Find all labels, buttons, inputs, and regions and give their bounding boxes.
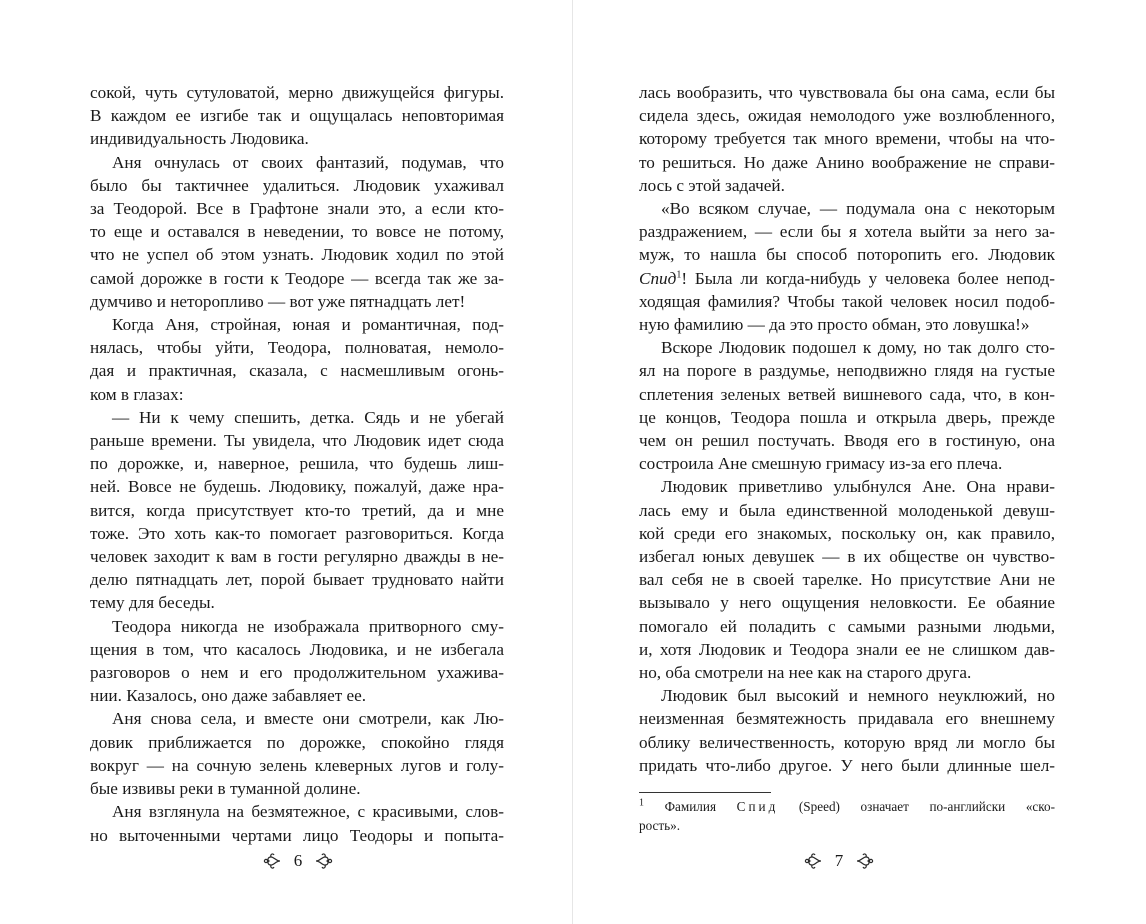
footnote-spaced-word: Спид [736,799,779,814]
text-line: Вскоре Людовик подошел к дому, но так долго сто- [661,338,1055,358]
text-line: дая и практичная, сказала, с насмешливым огонь- [90,361,504,381]
fleuron-right-icon [314,851,334,871]
text-line: нялась, чтобы уйти, Теодора, полноватая, немоло- [90,338,504,358]
text-line: сидела здесь, ожидая немолодого уже возлюбленного, [639,106,1055,126]
text-line: раздражением, — если бы я хотела выйти за него за- [639,222,1055,242]
text-line: В каждом ее изгибе так и ощущалась неповторимая [90,106,504,126]
text-line: чем он решил постучать. Вводя его в гостиную, она [639,431,1055,451]
text-line: вызывало у него ощущения неловкости. Ее обаяние [639,593,1055,613]
text-line: нии. Казалось, оно даже забавляет ее. [90,686,367,706]
right-page [573,0,1145,924]
text-line: разговоров о нем и его продолжительном ухажива- [90,663,504,683]
text-line: Аня взглянула на безмятежное, с красивыми, слов- [112,802,504,822]
text-line: было бы тактичнее удалиться. Людовик ухаживал [90,175,504,195]
page-number: 7 [834,851,844,870]
footnote-rule [639,792,771,793]
fleuron-left-icon [803,851,823,871]
footnote-line2: рость». [639,818,681,833]
text-line: и, хотя Людовик и Теодора знали ее не слишком дав- [639,639,1055,659]
text-line: облику величественность, которую вряд ли могло бы [639,732,1055,752]
footnote-reference[interactable]: 1 [676,268,682,280]
text-line: щения в том, что касалось Людовика, и не избегала [90,639,504,659]
text-line: за Теодорой. Все в Графтоне знали это, а если кто- [90,199,504,219]
text-line: Когда Аня, стройная, юная и романтичная, под- [112,315,504,335]
text-line: муж, то нашла бы способ поторопить его. Людовик [639,245,1055,265]
text-line: но, оба смотрели на нее как на старого друга. [639,663,972,683]
text-line: но выточенными чертами лицо Теодоры и попыта- [90,825,504,845]
text-line: Теодора никогда не изображала притворного сму- [112,616,504,636]
text-line: самой дорожке в гости к Теодоре — всегда так же за- [90,268,504,288]
text-line: лась вообразить, что чувствовала бы она сама, если бы [639,83,1055,102]
text-line: вокруг — на сочную зелень клеверных лугов и голу- [90,755,504,775]
footnote-mark: 1 [639,797,644,809]
text-line: состроила Ане смешную гримасу из-за его плеча. [639,454,1003,474]
line-rest: ! Была ли когда-нибудь у человека более непод- [681,268,1055,288]
text-line: вится, когда присутствует кто-то третий, да и мне [90,500,504,520]
text-line [639,267,1055,290]
right-text-block [639,81,1055,777]
italic-name: Спид [639,268,677,288]
text-line: человек заходит к вам в гости регулярно дважды в не- [90,547,504,567]
text-line: вал себя не в своей тарелке. Но присутствие Ани не [639,570,1055,590]
text-line: раньше времени. Ты увидела, что Людовик идет сюда [90,431,504,451]
text-line: — Ни к чему спешить, детка. Сядь и не убегай [112,407,504,427]
text-line: сплетения зеленых ветвей вишневого сада, что, в кон- [639,384,1055,404]
text-line: лось с этой задачей. [639,175,785,195]
footnote-pre: Фамилия [644,799,737,814]
text-line: довик приближается по дорожке, спокойно глядя [90,732,504,752]
fleuron-left-icon [262,851,282,871]
left-text-block [90,81,504,847]
text-line: лась ему и была единственной молоденькой девуш- [639,500,1055,520]
text-line: неизменная безмятежность придавала его внешнему [639,709,1055,729]
text-line: тоже. Это хоть как-то помогает разговориться. Когда [90,523,504,543]
text-line: кой среди его знакомых, поскольку он, как правило, [639,523,1055,543]
text-line: помогало ей поладить с самыми разными людьми, [639,616,1055,636]
text-line: Аня снова села, и вместе они смотрели, как Лю- [112,709,504,729]
text-line: то еще и оставался в неведении, то вовсе не потому, [90,222,504,242]
footnote [639,797,1055,835]
text-line: тему для беседы. [90,593,215,613]
page-number: 6 [293,851,303,870]
text-line: индивидуальность Людовика. [90,129,309,149]
text-line: бые извивы реки в туманной долине. [90,779,361,799]
text-line: ком в глазах: [90,384,184,404]
left-folio [258,848,338,874]
text-line: Аня очнулась от своих фантазий, подумав, что [112,152,504,172]
text-line: ходящая фамилия? Чтобы такой человек носил подоб- [639,291,1055,311]
text-line: делю пятнадцать лет, порой бывает трудновато найти [90,570,504,590]
text-line: что не успел об этом узнать. Людовик ходил по этой [90,245,504,265]
text-line: сокой, чуть сутуловатой, мерно движущейся фигуры. [90,83,504,102]
footnote-post: (Speed) означает по-английски «ско- [778,799,1055,814]
text-line: це концов, Теодора пошла и открыла дверь, прежде [639,407,1055,427]
text-line: Людовик приветливо улыбнулся Ане. Она нрави- [661,477,1055,497]
text-line: то решиться. Но даже Анино воображение не справи- [639,152,1055,172]
text-line: ную фамилию — да это просто обман, это ловушка!» [639,315,1030,335]
right-folio [799,848,879,874]
text-line: по дорожке, и, наверное, решила, что будешь лиш- [90,454,504,474]
text-line: ней. Вовсе не будешь. Людовику, пожалуй, даже нра- [90,477,504,497]
left-page [0,0,572,924]
text-line: придать что-либо другое. У него были длинные шел- [639,755,1055,775]
text-line: «Во всяком случае, — подумала она с некоторым [661,199,1055,219]
text-line: которому требуется так много времени, чтобы на что- [639,129,1055,149]
text-line: думчиво и неторопливо — вот уже пятнадцать лет! [90,291,466,311]
text-line: избегал юных девушек — в их обществе он чувство- [639,547,1055,567]
fleuron-right-icon [855,851,875,871]
text-line: Людовик был высокий и немного неуклюжий, но [661,686,1055,706]
text-line: ял на пороге в раздумье, неподвижно глядя на густые [639,361,1055,381]
